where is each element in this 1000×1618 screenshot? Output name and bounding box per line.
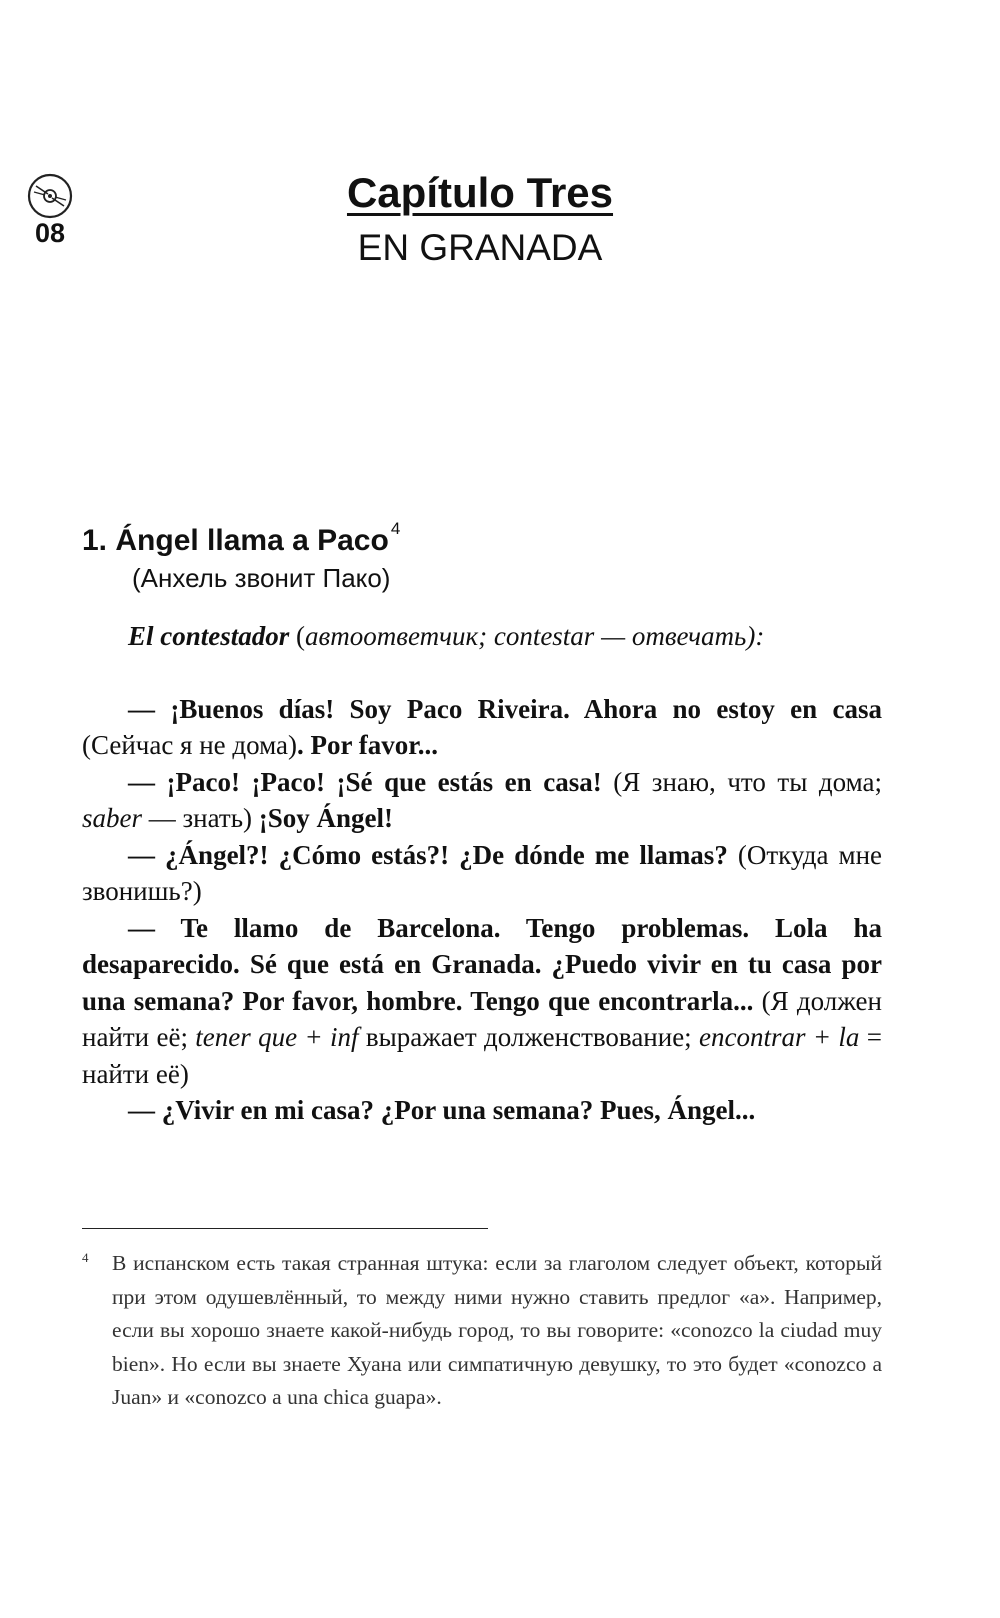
footnote-text: В испанском есть такая странная штука: если за глаголом следует объект, который при этом одушевлённый, то между ними нужно ставить предлог «а». Например, если вы хорошо знаете какой-нибудь город, то вы говорите: «conozco la ciudad muy bien». Но если вы знаете Хуана или симпатичную девушку, то это будет «conozco a Juan» и «conozco a una chica guapa». — [112, 1251, 882, 1409]
chapter-heading — [180, 168, 780, 271]
text-run: saber — [82, 803, 142, 833]
text-run: . Por favor... — [297, 730, 439, 760]
dialogue-text — [82, 618, 882, 1129]
text-run: (Я знаю, что ты дома; — [601, 766, 883, 797]
chapter-title: Capítulo Tres — [346, 169, 614, 216]
footnote — [82, 1247, 882, 1415]
text-run: = найти её) — [82, 1022, 882, 1089]
text-run: encontrar + la — [699, 1022, 860, 1052]
dialogue-line — [82, 837, 882, 910]
cd-icon — [26, 172, 74, 220]
dialogue-line — [82, 691, 882, 764]
text-run: — Te llamo de Barcelona. Tengo problemas. Lola ha desaparecido. Sé que está en Granada. ¿Puedo vivir en tu casa por una semana? Por favor, hombre. Tengo que encontrarla... — [82, 912, 882, 1016]
section-translation: (Анхель звонит Пако) — [132, 563, 391, 593]
text-run: (Откуда мне звонишь?) — [82, 839, 882, 906]
text-run: — ¿Ángel?! ¿Cómo estás?! ¿De dónde me llamas? — [128, 839, 728, 870]
text-run: tener que + inf — [195, 1022, 359, 1052]
text-run: (Я должен найти её; — [82, 985, 882, 1052]
footnote-divider — [82, 1228, 488, 1229]
section-title: Ángel llama a Paco — [115, 524, 389, 557]
dialogue-line — [82, 764, 882, 837]
dialogue-line — [82, 910, 882, 1093]
text-run: ): — [746, 621, 765, 651]
footnote-reference: 4 — [390, 519, 401, 538]
track-marker — [18, 172, 82, 247]
text-run: (Сейчас я не дома) — [82, 730, 298, 760]
section-number: 1. — [82, 524, 108, 557]
text-run: — ¡Paco! ¡Paco! ¡Sé que estás en casa! — [128, 766, 602, 797]
text-run: выражает долженствование; — [358, 1022, 700, 1052]
text-run: — знать) — [142, 803, 259, 833]
text-run: — ¡Buenos días! Soy Paco Riveira. Ahora no estoy en casa — [128, 693, 882, 724]
dialogue-line — [82, 1092, 882, 1129]
chapter-subtitle: EN GRANADA — [357, 227, 603, 269]
track-number: 08 — [34, 218, 66, 248]
section-heading — [82, 518, 882, 596]
section-title-line — [82, 518, 882, 560]
text-run: — ¿Vivir en mi casa? ¿Por una semana? Pues, Ángel... — [128, 1095, 756, 1125]
text-run: El contestador — [128, 621, 290, 651]
footnote-mark: 4 — [82, 1250, 89, 1265]
text-run: ¡Soy Ángel! — [258, 803, 394, 833]
text-run: ( — [289, 621, 306, 651]
intro-paragraph — [82, 618, 882, 655]
text-run: автоответчик; contestar — отвечать — [305, 621, 747, 651]
